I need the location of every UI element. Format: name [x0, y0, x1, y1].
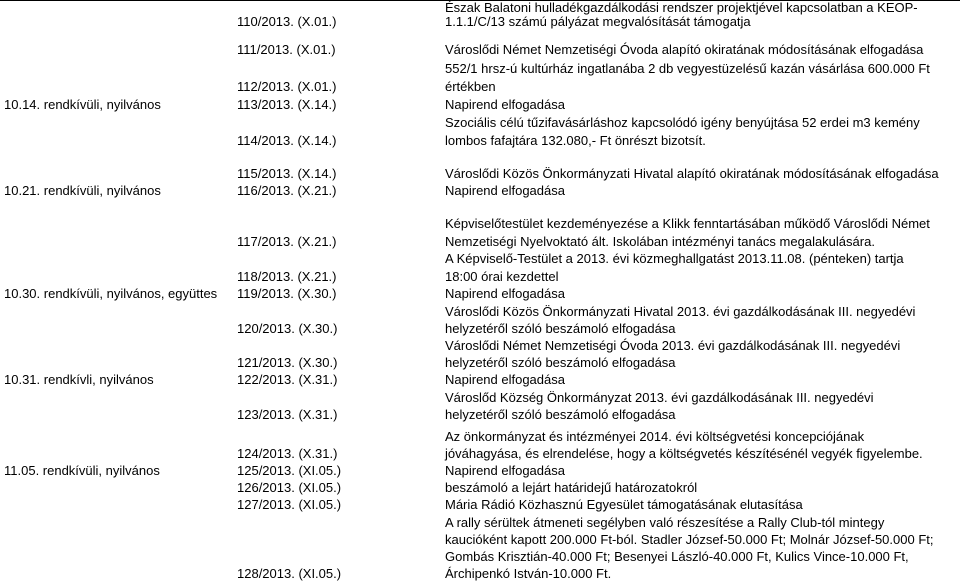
decision-text-line: Városlődi Német Nemzetiségi Óvoda 2013. évi gazdálkodásának III. negyedévi: [445, 338, 901, 353]
decision-text-line: Városlődi Német Nemzetiségi Óvoda alapító okiratának módosításának elfogadása: [445, 42, 924, 57]
decision-text-line: helyzetéről szóló beszámoló elfogadása: [445, 321, 676, 336]
meeting-label: 10.31. rendkívli, nyilvános: [4, 372, 154, 387]
decision-text-line: kaucióként kapott 200.000 Ft-ból. Stadler József-50.000 Ft; Molnár József-50.000 Ft;: [445, 532, 934, 547]
decision-number: 128/2013. (XI.05.): [237, 566, 342, 581]
decision-number: 114/2013. (X.14.): [237, 133, 337, 148]
meeting-label: 10.21. rendkívüli, nyilvános: [4, 183, 161, 198]
decision-number: 110/2013. (X.01.): [237, 14, 337, 29]
decision-text-line: A rally sérültek átmeneti segélyben való részesítése a Rally Club-tól mintegy: [445, 515, 885, 530]
decision-number: 119/2013. (X.30.): [237, 286, 337, 301]
decision-number: 116/2013. (X.21.): [237, 183, 337, 198]
decision-text-line: Az önkormányzat és intézményei 2014. évi költségvetési koncepciójának: [445, 429, 865, 444]
decision-number: 123/2013. (X.31.): [237, 407, 338, 422]
decision-text-line: Napirend elfogadása: [445, 372, 565, 387]
meeting-label: 10.14. rendkívüli, nyilvános: [4, 97, 161, 112]
decision-text-line: Gombás Krisztián-40.000 Ft; Besenyei László-40.000 Ft, Kulics Vince-10.000 Ft,: [445, 549, 909, 564]
decision-text-line: Napirend elfogadása: [445, 97, 565, 112]
decision-text-line: Nemzetiségi Nyelvoktató ált. Iskolában intézményi tanács megalakulására.: [445, 234, 875, 249]
decision-number: 122/2013. (X.31.): [237, 372, 338, 387]
decision-number: 112/2013. (X.01.): [237, 79, 337, 94]
decision-text-line: Napirend elfogadása: [445, 183, 565, 198]
decision-text-line: Szociális célú tűzifavásárláshoz kapcsolódó igény benyújtása 52 erdei m3 kemény: [445, 115, 920, 130]
decision-text-line: beszámoló a lejárt határidejű határozatokról: [445, 480, 698, 495]
decision-text-line: Városlőd Község Önkormányzat 2013. évi gazdálkodásának III. negyedévi: [445, 390, 874, 405]
decision-text-line: Mária Rádió Közhasznú Egyesület támogatásának elutasítása: [445, 497, 803, 512]
decision-text-line: jóváhagyása, és elrendelése, hogy a költségvetés készítésénél vegyék figyelembe.: [445, 446, 923, 461]
decision-text-line: értékben: [445, 79, 496, 94]
decision-text-line: Napirend elfogadása: [445, 463, 565, 478]
decision-number: 117/2013. (X.21.): [237, 234, 337, 249]
decision-text-line: Városlődi Közös Önkormányzati Hivatal alapító okiratának módosításának elfogadása: [445, 166, 939, 181]
decision-number: 118/2013. (X.21.): [237, 269, 337, 284]
decision-text-line: 1.1.1/C/13 számú pályázat megvalósítását támogatja: [445, 14, 751, 29]
decision-text-line: Árchipenkó István-10.000 Ft.: [445, 566, 612, 581]
decision-number: 115/2013. (X.14.): [237, 166, 337, 181]
decision-number: 124/2013. (X.31.): [237, 446, 338, 461]
decision-number: 126/2013. (XI.05.): [237, 480, 342, 495]
decision-text-line: 18:00 órai kezdettel: [445, 269, 559, 284]
decision-text-line: helyzetéről szóló beszámoló elfogadása: [445, 355, 676, 370]
decision-number: 125/2013. (XI.05.): [237, 463, 342, 478]
decision-text-line: Képviselőtestület kezdeményezése a Klikk fenntartásában működő Városlődi Német: [445, 216, 930, 231]
decision-number: 121/2013. (X.30.): [237, 355, 338, 370]
decision-text-line: lombos fafajtára 132.080,- Ft önrészt bizotsít.: [445, 133, 706, 148]
meeting-label: 10.30. rendkívüli, nyilvános, együttes: [4, 286, 218, 301]
decision-number: 127/2013. (XI.05.): [237, 497, 342, 512]
decision-number: 113/2013. (X.14.): [237, 97, 337, 112]
decision-text-line: 552/1 hrsz-ú kultúrház ingatlanába 2 db vegyestüzelésű kazán vásárlása 600.000 Ft: [445, 61, 930, 76]
decision-text-line: A Képviselő-Testület a 2013. évi közmeghallgatást 2013.11.08. (pénteken) tartja: [445, 251, 904, 266]
decision-text-line: Észak Balatoni hulladékgazdálkodási rendszer projektjével kapcsolatban a KEOP-: [445, 0, 918, 15]
decision-number: 111/2013. (X.01.): [237, 42, 336, 57]
decision-number: 120/2013. (X.30.): [237, 321, 338, 336]
decision-text-line: helyzetéről szóló beszámoló elfogadása: [445, 407, 676, 422]
decision-text-line: Napirend elfogadása: [445, 286, 565, 301]
meeting-label: 11.05. rendkívüli, nyilvános: [4, 463, 160, 478]
decision-text-line: Városlődi Közös Önkormányzati Hivatal 2013. évi gazdálkodásának III. negyedévi: [445, 304, 916, 319]
